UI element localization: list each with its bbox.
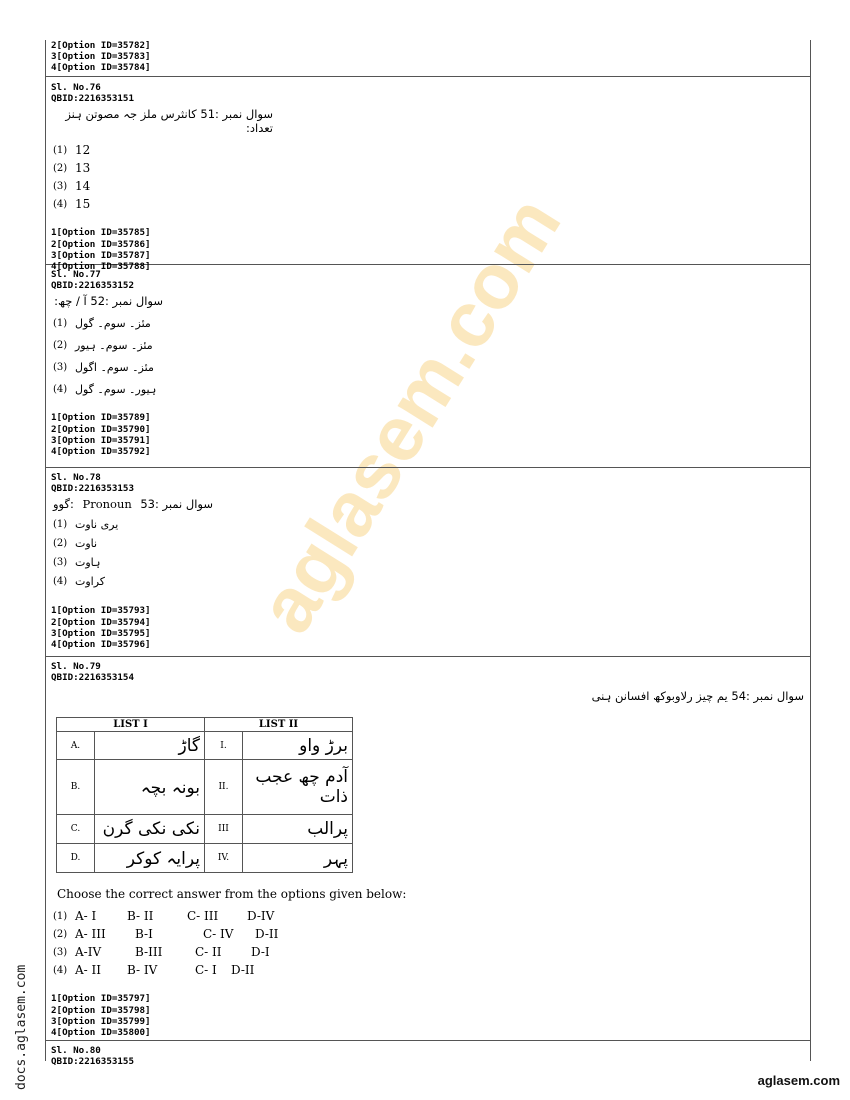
table-row: D. پرایہ کوکر IV. پہر bbox=[57, 844, 353, 873]
option-id: 1[Option ID=35793] bbox=[51, 605, 151, 617]
option: (2) A- III B-I C- IV D-II bbox=[53, 927, 279, 942]
watermark: aglasem.com bbox=[240, 181, 578, 648]
option: (4) A- II B- IV C- I D-II bbox=[53, 963, 255, 978]
option-id: 4[Option ID=35792] bbox=[51, 446, 151, 458]
option-id: 3[Option ID=35799] bbox=[51, 1015, 151, 1027]
option-id: 1[Option ID=35797] bbox=[51, 993, 151, 1005]
table-row: A. گاڑ I. برڑ واو bbox=[57, 732, 353, 760]
option: (1) A- I B- II C- III D-IV bbox=[53, 909, 275, 924]
question-78 bbox=[46, 472, 810, 657]
option: (1) 12 bbox=[53, 143, 91, 158]
option-id: 3[Option ID=35783] bbox=[51, 51, 151, 63]
side-url-text: docs.aglasem.com bbox=[14, 964, 29, 1090]
option: (1) مئز۔ سوم۔ گول bbox=[53, 316, 151, 330]
serial-number: Sl. No.80 bbox=[51, 1045, 101, 1056]
qbid: QBID:2216353151 bbox=[51, 93, 134, 105]
option: (2) ناوت bbox=[53, 537, 98, 551]
serial-number: Sl. No.76 bbox=[51, 82, 101, 93]
option: (3) A-IV B-III C- II D-I bbox=[53, 945, 270, 960]
option-id: 2[Option ID=35782] bbox=[51, 40, 151, 51]
option: (2) 13 bbox=[53, 161, 91, 176]
question-79 bbox=[46, 661, 810, 1041]
option-id: 4[Option ID=35784] bbox=[51, 62, 151, 74]
qbid: QBID:2216353152 bbox=[51, 280, 134, 292]
options-list bbox=[51, 907, 806, 979]
option-id: 4[Option ID=35800] bbox=[51, 1027, 151, 1039]
option: (1) یری ناوت bbox=[53, 518, 119, 532]
option: (4) کراوت bbox=[53, 575, 106, 589]
instruction-text: Choose the correct answer from the options given below: bbox=[57, 887, 407, 902]
option: (3) 14 bbox=[53, 179, 91, 194]
qbid: QBID:2216353153 bbox=[51, 483, 134, 495]
question-text: گوو: Pronoun سوال نمبر :53 bbox=[53, 497, 213, 512]
option-id: 1[Option ID=35785] bbox=[51, 227, 151, 239]
qbid: QBID:2216353154 bbox=[51, 672, 134, 684]
question-text: سوال نمبر :54 یم چیز رلاوبوکھ افسانن ہنی bbox=[591, 689, 804, 704]
table-row: C. نکی نکی گرن III پرالب bbox=[57, 815, 353, 844]
option-id: 1[Option ID=35789] bbox=[51, 412, 151, 424]
option-id: 4[Option ID=35788] bbox=[51, 261, 151, 273]
option-ids-block bbox=[46, 40, 810, 77]
qbid: QBID:2216353155 bbox=[51, 1056, 134, 1068]
exam-page bbox=[45, 40, 811, 1068]
option-id: 3[Option ID=35795] bbox=[51, 627, 151, 639]
option: (2) مئز۔ سوم۔ ہیور bbox=[53, 338, 153, 352]
question-text: سوال نمبر :51 کانثرس ملز جہ مصوتن ہنز تعداد: bbox=[65, 107, 273, 136]
serial-number: Sl. No.79 bbox=[51, 661, 101, 672]
match-table bbox=[56, 717, 353, 873]
list-2-header: LIST II bbox=[205, 718, 353, 732]
option-id: 4[Option ID=35796] bbox=[51, 639, 151, 651]
option-id: 3[Option ID=35787] bbox=[51, 249, 151, 261]
option-id: 2[Option ID=35794] bbox=[51, 616, 151, 628]
option-id: 2[Option ID=35798] bbox=[51, 1004, 151, 1016]
option-id: 2[Option ID=35790] bbox=[51, 423, 151, 435]
option: (3) ہاوت bbox=[53, 556, 101, 570]
question-80 bbox=[46, 1045, 810, 1067]
option: (4) 15 bbox=[53, 197, 91, 212]
option: (4) ہیور۔ سوم۔ گول bbox=[53, 382, 157, 396]
brand-text: aglasem.com bbox=[757, 1073, 840, 1088]
option-id: 3[Option ID=35791] bbox=[51, 434, 151, 446]
option-id: 2[Option ID=35786] bbox=[51, 238, 151, 250]
serial-number: Sl. No.78 bbox=[51, 472, 101, 483]
list-1-header: LIST I bbox=[57, 718, 205, 732]
table-row: B. بونہ بچہ II. آدم چھ عجب ذات bbox=[57, 760, 353, 815]
question-77 bbox=[46, 269, 810, 468]
question-text: سوال نمبر :52 آ / چھ: bbox=[54, 294, 163, 309]
option: (3) مئز۔ سوم۔ اگول bbox=[53, 360, 154, 374]
serial-number: Sl. No.77 bbox=[51, 269, 101, 280]
question-76 bbox=[46, 82, 810, 273]
